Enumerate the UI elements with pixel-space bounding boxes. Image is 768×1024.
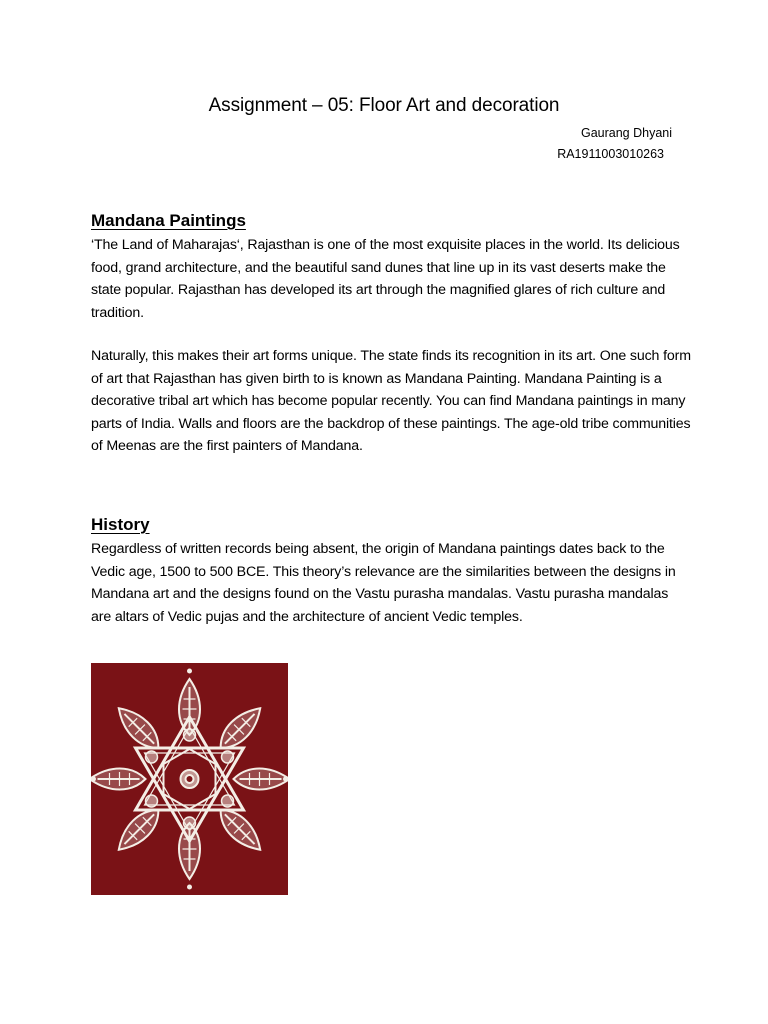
mandana-pattern — [91, 663, 288, 895]
paragraph: Regardless of written records being absent, the origin of Mandana paintings dates back to the Vedic age, 1500 to 500 BCE. This theory’s relevance are the similarities between the designs in Mandana art and the designs found on the Vastu purasha mandalas. Vastu purasha mandalas are altars of Vedic pujas and the architecture of ancient Vedic temples. — [91, 541, 676, 625]
author-name: Gaurang Dhyani — [580, 126, 672, 140]
mandana-painting-image — [91, 663, 288, 895]
roll-number: RA1911003010263 — [557, 147, 664, 161]
paragraph: ‘The Land of Maharajas‘, Rajasthan is one of the most exquisite places in the world. Its delicious food, grand architecture, and the beautiful sand dunes that line up in its vast deserts make the state popular. Rajasthan has developed its art through the magnified glares of rich culture and tradition. — [91, 237, 680, 321]
section-heading-mandana: Mandana Paintings — [91, 211, 246, 230]
page-title: Assignment – 05: Floor Art and decoration — [208, 95, 560, 116]
paragraph: Naturally, this makes their art forms unique. The state finds its recognition in its art. One such form of art that Rajasthan has given birth to is known as Mandana Painting. Mandana Painting is a decorative tribal art which has become popular recently. You can find Mandana paintings in many parts of India. Walls and floors are the backdrop of these paintings. The age-old tribe communities of Meenas are the first painters of Mandana. — [91, 348, 691, 455]
section-heading-history: History — [91, 515, 150, 534]
